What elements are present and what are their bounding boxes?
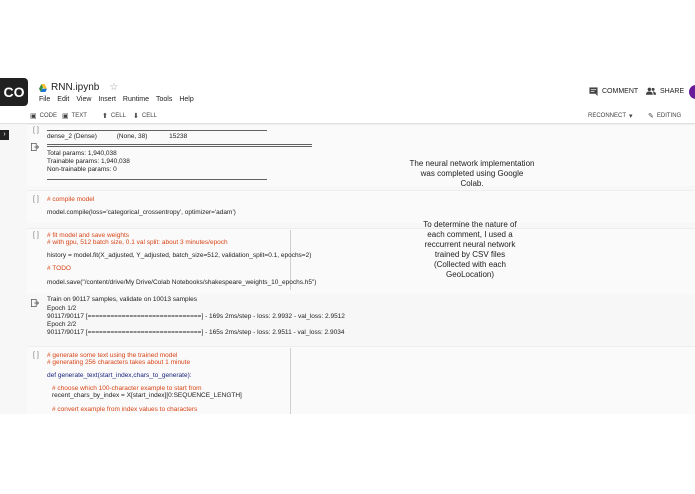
code-line: model.save("/content/drive/My Drive/Colab Notebooks/shakespeare_weights_10_epochs.h5") bbox=[47, 279, 317, 286]
menu-runtime[interactable]: Runtime bbox=[122, 96, 149, 103]
notebook-toolbar bbox=[0, 108, 695, 124]
share-button[interactable] bbox=[646, 87, 684, 95]
annotation-line: Colab. bbox=[460, 179, 484, 188]
add-code-button[interactable] bbox=[30, 112, 57, 120]
code-comment: # TODO bbox=[47, 265, 71, 272]
code-line: def generate_text(start_index,chars_to_generate): bbox=[47, 372, 192, 379]
comment-button[interactable] bbox=[589, 87, 638, 96]
comment-icon bbox=[589, 87, 598, 96]
arrow-up-icon: ⬆ bbox=[102, 113, 108, 120]
annotation-line: To determine the nature of bbox=[423, 220, 517, 229]
menu-help[interactable]: Help bbox=[179, 96, 194, 103]
training-output-line: 90117/90117 [==============================] - 165s 2ms/step - loss: 2.9511 - val_loss: 2.9034 bbox=[47, 329, 345, 336]
arrow-down-icon: ⬇ bbox=[133, 113, 139, 120]
notebook-title-row bbox=[39, 82, 118, 93]
reconnect-button[interactable] bbox=[588, 112, 633, 120]
code-comment: # generating 256 characters takes about 1 minute bbox=[47, 359, 191, 366]
annotation-line: The neural network implementation bbox=[409, 159, 535, 168]
avatar[interactable] bbox=[689, 85, 695, 99]
menu-bar bbox=[39, 96, 194, 103]
menu-edit[interactable]: Edit bbox=[57, 96, 70, 103]
annotation-line: (Collected with each bbox=[433, 260, 507, 269]
star-icon[interactable]: ☆ bbox=[109, 82, 119, 93]
annotation-line: each comment, I used a bbox=[427, 230, 513, 239]
notebook-area bbox=[0, 124, 695, 414]
code-comment: # fit model and save weights bbox=[47, 232, 130, 239]
summary-non-trainable-params: Non-trainable params: 0 bbox=[47, 166, 117, 173]
training-output-line: Epoch 1/2 bbox=[47, 305, 77, 312]
cell-run-bracket[interactable]: [ ] bbox=[33, 232, 39, 239]
code-comment: # convert example from index values to characters bbox=[52, 406, 198, 413]
people-icon bbox=[646, 87, 656, 95]
annotation-line: GeoLocation) bbox=[445, 270, 495, 279]
output-icon bbox=[31, 299, 39, 307]
summary-dense-row: dense_2 (Dense) (None, 38) 15238 bbox=[47, 133, 188, 140]
colab-logo[interactable]: CO bbox=[0, 78, 28, 106]
add-text-button[interactable] bbox=[62, 112, 87, 120]
code-comment: # compile model bbox=[47, 196, 95, 203]
plus-box-icon: ▣ bbox=[62, 113, 69, 120]
menu-view[interactable]: View bbox=[76, 96, 92, 103]
code-line: model.compile(loss='categorical_crossentropy', optimizer='adam') bbox=[47, 209, 236, 216]
annotation-line: trained by CSV files bbox=[434, 250, 506, 259]
add-code-label: CODE bbox=[39, 113, 57, 119]
add-text-label: TEXT bbox=[71, 113, 87, 119]
editing-mode-button[interactable] bbox=[648, 112, 681, 120]
reconnect-label: RECONNECT bbox=[588, 113, 627, 119]
menu-insert[interactable]: Insert bbox=[98, 96, 116, 103]
annotation-rnn bbox=[400, 220, 540, 280]
cell-run-bracket[interactable]: [ ] bbox=[33, 127, 39, 134]
google-drive-icon bbox=[39, 84, 47, 92]
training-output-line: Epoch 2/2 bbox=[47, 321, 77, 328]
chevron-right-icon[interactable]: › bbox=[0, 130, 9, 140]
move-cell-up-button[interactable] bbox=[102, 112, 126, 120]
code-cell[interactable] bbox=[27, 190, 695, 223]
code-comment: # generate some text using the trained model bbox=[47, 352, 178, 359]
cell-run-bracket[interactable]: [ ] bbox=[33, 196, 39, 203]
training-output-line: 90117/90117 [==============================] - 169s 2ms/step - loss: 2.9932 - val_loss: 2.9512 bbox=[47, 313, 345, 320]
annotation-line: was completed using Google bbox=[420, 169, 524, 178]
menu-file[interactable]: File bbox=[39, 96, 51, 103]
summary-total-params: Total params: 1,940,038 bbox=[47, 150, 117, 157]
move-cell-down-label: CELL bbox=[141, 113, 157, 119]
move-cell-down-button[interactable] bbox=[133, 112, 157, 120]
editing-label: EDITING bbox=[656, 113, 682, 119]
code-line: history = model.fit(X_adjusted, Y_adjusted, batch_size=512, validation_split=0.1, epochs=2) bbox=[47, 252, 312, 259]
annotation-colab bbox=[392, 159, 552, 189]
comment-label: COMMENT bbox=[602, 88, 639, 95]
output-icon bbox=[31, 143, 39, 151]
move-cell-up-label: CELL bbox=[110, 113, 126, 119]
training-output-line: Train on 90117 samples, validate on 10013 samples bbox=[47, 296, 197, 303]
divider bbox=[47, 130, 267, 131]
notebook-title[interactable]: RNN.ipynb bbox=[51, 82, 100, 93]
summary-trainable-params: Trainable params: 1,940,038 bbox=[47, 158, 130, 165]
divider bbox=[47, 144, 312, 147]
annotation-line: reccurrent neural network bbox=[424, 240, 516, 249]
divider bbox=[47, 179, 267, 180]
line-length-guide bbox=[290, 348, 291, 414]
pencil-icon: ✎ bbox=[648, 113, 654, 120]
cell-run-bracket[interactable]: [ ] bbox=[33, 352, 39, 359]
code-comment: # with gpu, 512 batch size, 0.1 val split: about 3 minutes/epoch bbox=[47, 239, 228, 246]
plus-box-icon: ▣ bbox=[30, 113, 37, 120]
menu-tools[interactable]: Tools bbox=[155, 96, 173, 103]
share-label: SHARE bbox=[660, 87, 685, 95]
code-comment: # choose which 100-character example to start from bbox=[52, 385, 202, 392]
chevron-down-icon: ▾ bbox=[629, 113, 633, 120]
code-line: recent_chars_by_index = X[start_index][0:SEQUENCE_LENGTH] bbox=[52, 392, 242, 399]
